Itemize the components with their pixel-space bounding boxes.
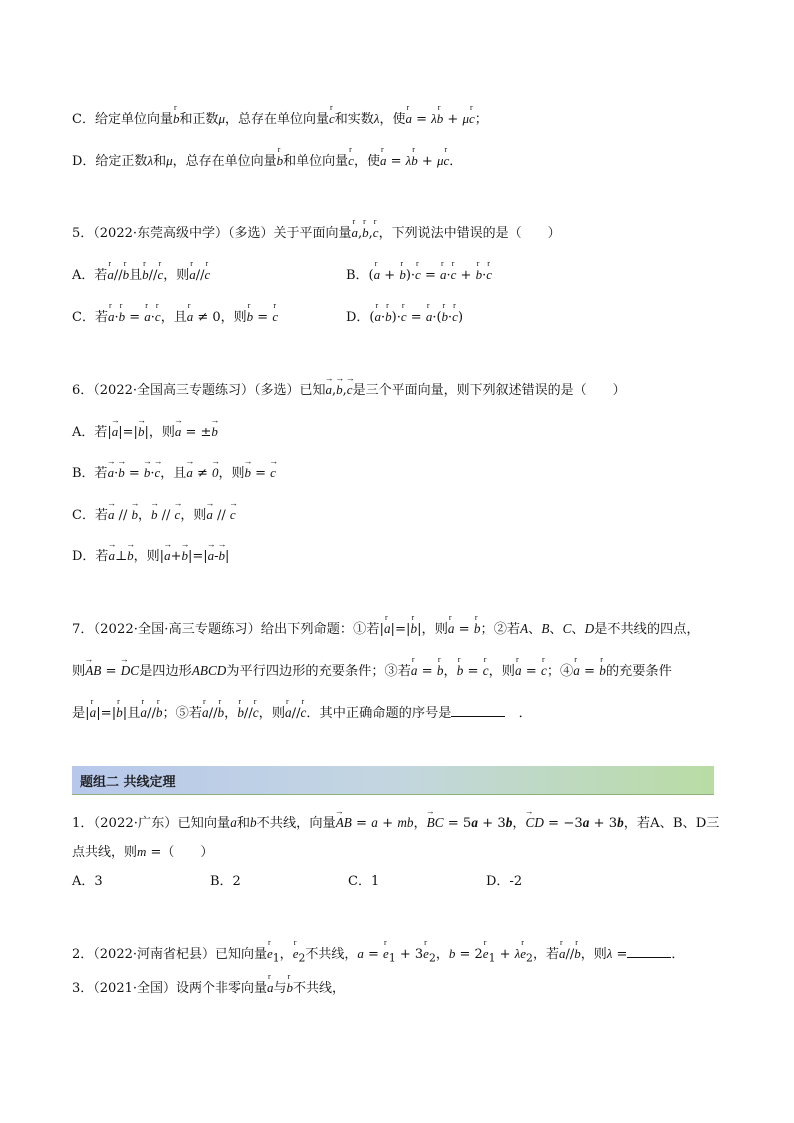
- section-title: 题组二 共线定理: [80, 775, 176, 790]
- q5-option-d: D．(r a·r b)·r c = r a·(r b·r c): [346, 305, 463, 327]
- s2q3: 3．（2021·全国）设两个非零向量r a与r b不共线，: [72, 976, 345, 998]
- section-header: [72, 766, 714, 795]
- q4-option-c: C．给定单位向量r b和正数μ，总存在单位向量r c和实数λ，使r a = λr b + μr c；: [72, 107, 488, 129]
- s2q1-line-2: 点共线，则m =（ ）: [72, 844, 214, 860]
- q6-option-b: B．若→ a·→ b = → b·→ c，且→ a ≠ → 0，则→ b = → c: [72, 461, 276, 483]
- q6-option-c: C．若→ a // → b，→ b // → c，则→ a // → c: [72, 503, 236, 525]
- q4-option-d: D．给定正数λ和μ，总存在单位向量r b和单位向量r c，使r a = λr b + μr c．: [72, 149, 462, 171]
- q6-option-a: A．若|→ a|=|→ b|，则→ a = ±→ b: [72, 420, 218, 442]
- q5-option-b: B．(r a + r b)·r c = r a·r c + r b·r c: [346, 263, 492, 285]
- q5-option-c: C．若r a·r b = r a·r c，且r a ≠ 0，则r b = r c: [72, 305, 278, 327]
- s2q2: 2．（2022·河南省杞县）已知向量r $e_1$，r $e_2$不共线，a = r $e_1 + 3r$ $e_2$，b = 2r $e_1 + \lambda r$ $e_2$，若r a//r b，则λ = ．: [72, 942, 684, 968]
- answer-blank-2[interactable]: [627, 945, 671, 958]
- q7-line-1: 7．（2022·全国·高三专题练习）给出下列命题：①若|r a|=|r b|，则r a = r b；②若A、B、C、D是不共线的四点，: [72, 617, 700, 639]
- q7-line-2: 则→ AB = → DC是四边形ABCD为平行四边形的充要条件；③若r a = r b，r b = r c，则r a = r c；④r a = r b的充要条件: [72, 659, 672, 681]
- s2q1-option-b: B．2: [210, 874, 241, 889]
- answer-blank[interactable]: [451, 704, 505, 717]
- s2q1-line-1: 1．（2022·广东）已知向量a和b不共线，向量→ AB = a + mb，→ BC = 5a + 3b，→ CD = −3a + 3b，若A、B、D三: [72, 811, 719, 833]
- q5-option-a: A．若r a//r b且r b//r c，则r a//r c: [72, 263, 210, 285]
- q5-stem: 5．（2022·东莞高级中学）（多选）关于平面向量r a,r b,r c，下列说法中错误的是（ ）: [72, 221, 561, 243]
- s2q1-option-a: A．3: [72, 874, 103, 889]
- q6-stem: 6．（2022·全国高三专题练习）（多选）已知→ a,→ b,→ c是三个平面向量，则下列叙述错误的是（ ）: [72, 378, 626, 400]
- q6-option-d: D．若→ a⊥→ b，则|→ a+→ b|=|→ a-→ b|: [72, 544, 229, 566]
- q7-line-3: 是|r a|=|r b|且r a//r b；⑤若r a//r b，r b//r c，则r a//r c．其中正确命题的序号是 ．: [72, 701, 532, 723]
- s2q1-option-d: D．-2: [486, 874, 523, 889]
- s2q1-option-c: C．1: [348, 874, 380, 889]
